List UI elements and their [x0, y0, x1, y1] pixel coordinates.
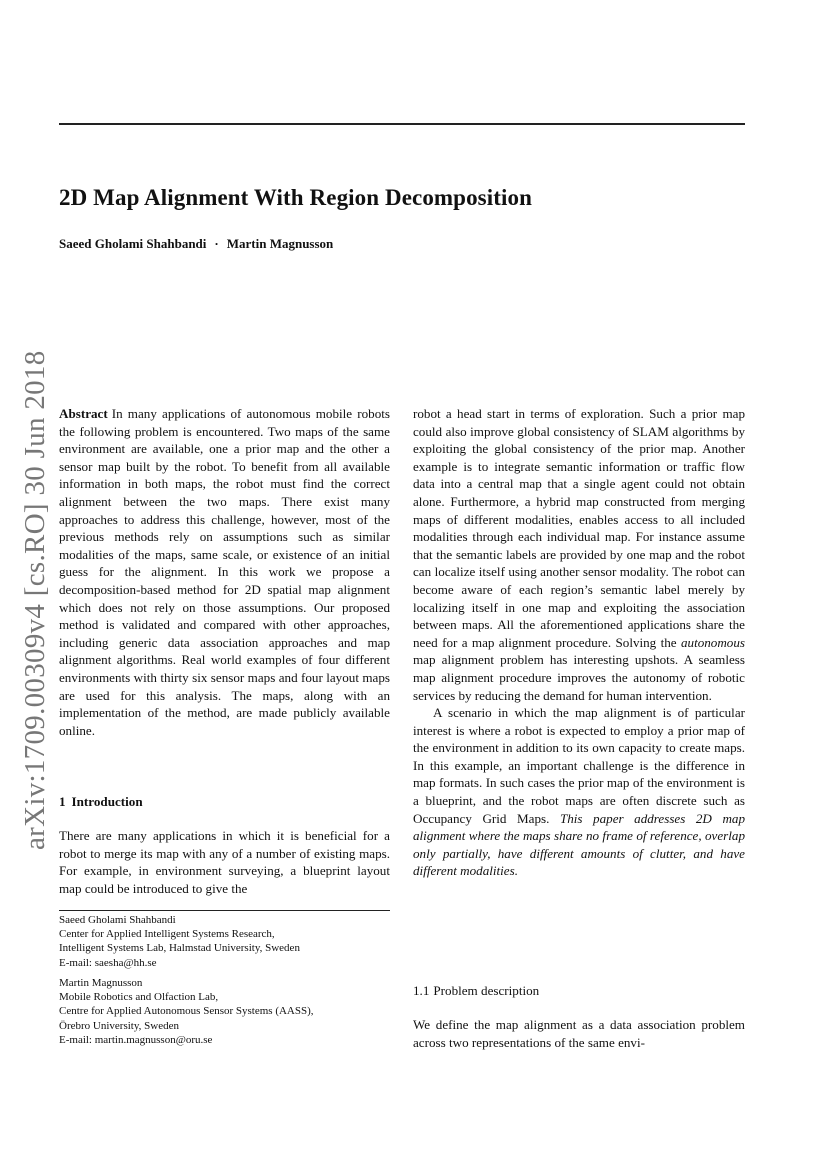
paper-title: 2D Map Alignment With Region Decomposition — [59, 185, 532, 210]
arxiv-identifier-stamp: arXiv:1709.00309v4 [cs.RO] 30 Jun 2018 — [19, 350, 51, 850]
footnote-line: Martin Magnusson — [59, 977, 143, 989]
footnote-line: Örebro University, Sweden — [59, 1019, 179, 1032]
header-rule — [59, 123, 745, 125]
footnote-line: E-mail: martin.magnusson@oru.se — [59, 1033, 213, 1046]
footnote-line: Mobile Robotics and Olfaction Lab, — [59, 991, 219, 1004]
body-paragraph — [413, 704, 745, 880]
right-column-body — [413, 405, 745, 880]
abstract-label: Abstract — [59, 406, 108, 421]
section-title: Introduction — [71, 794, 143, 809]
body-paragraph — [413, 405, 745, 704]
intro-paragraph: There are many applications in which it is beneficial for a robot to merge its map with any of a number of existing maps. For example, in environment surveying, a blueprint layout map could be introduced to give the — [59, 828, 390, 896]
body-text: map alignment problem has interesting upshots. A seamless map alignment procedure improves the autonomy of robotic services by reducing the demand for human intervention. — [413, 652, 745, 703]
body-text: A scenario in which the map alignment is of particular interest is where a robot is expected to employ a prior map of the environment in addition to its own capacity to create maps. In this example, an important challenge is the difference in map formats. In such cases the prior map of the environment is a blueprint, and the robot maps are often discrete such as Occupancy Grid Maps. — [413, 705, 745, 826]
footnote-line: E-mail: saesha@hh.se — [59, 956, 157, 969]
emphasis-text: autonomous — [680, 634, 745, 650]
abstract-block — [59, 405, 390, 739]
body-text: robot a head start in terms of exploration. Such a prior map could also improve global consistency of SLAM algorithms by exploiting the global consistency of the prior map. Another example is to integrate semantic information or traffic flow data into a central map that a single agent could not obtain alone. Furthermore, a hybrid map constructed from merging maps of different modalities, enables access to all included modalities through each individual map. For instance assume that the semantic labels are provided by one map and the robot can localize itself using another sensor modality. The robot can become aware of each region’s semantic label merely by localizing itself in one map and exploiting the association between maps. All the aforementioned applications share the need for a map alignment procedure. Solving the — [413, 406, 745, 650]
author-separator: · — [214, 236, 219, 251]
abstract-text: In many applications of autonomous mobile robots the following problem is encountered. Two maps of the same environment are available, one a prior map and the other a sensor map built by the robot. To benefit from all available information in both maps, the robot must find the correct alignment between the two maps. There exist many approaches to address this challenge, however, most of the previous methods rely on assumptions such as similar modalities of the maps, same scale, or existence of an initial guess for the alignment. In this work we propose a decomposition-based method for 2D spatial map alignment which does not rely on those assumptions. Our proposed method is validated and compared with other approaches, including generic data association approaches and map alignment algorithms. Real world examples of four different environments with thirty six sensor maps and four layout maps are used for this analysis. The maps, along with an implementation of the method, are made publicly available online. — [59, 406, 390, 738]
section-heading — [59, 794, 143, 810]
footnote-line: Intelligent Systems Lab, Halmstad University, Sweden — [59, 942, 300, 955]
subsection-heading — [413, 983, 539, 999]
author-affiliation-footnote — [59, 913, 300, 970]
problem-description-paragraph: We define the map alignment as a data association problem across two representations of the same envi- — [413, 1017, 745, 1050]
footnote-line: Center for Applied Intelligent Systems Research, — [59, 928, 275, 941]
author-affiliation-footnote — [59, 976, 314, 1047]
footnote-line: Centre for Applied Autonomous Sensor Systems (AASS), — [59, 1005, 314, 1018]
author-list — [59, 236, 333, 252]
section-number: 1 — [59, 794, 66, 809]
footnote-rule — [59, 910, 390, 911]
subsection-title: Problem description — [433, 983, 540, 998]
subsection-number: 1.1 — [413, 983, 430, 998]
author-name: Martin Magnusson — [226, 236, 334, 251]
author-name: Saeed Gholami Shahbandi — [59, 236, 207, 251]
emphasis-text: This paper addresses 2D map alignment where the maps share no frame of reference, overlap only partially, have different amounts of clutter, and have different modalities. — [413, 810, 745, 879]
footnote-line: Saeed Gholami Shahbandi — [59, 914, 176, 926]
